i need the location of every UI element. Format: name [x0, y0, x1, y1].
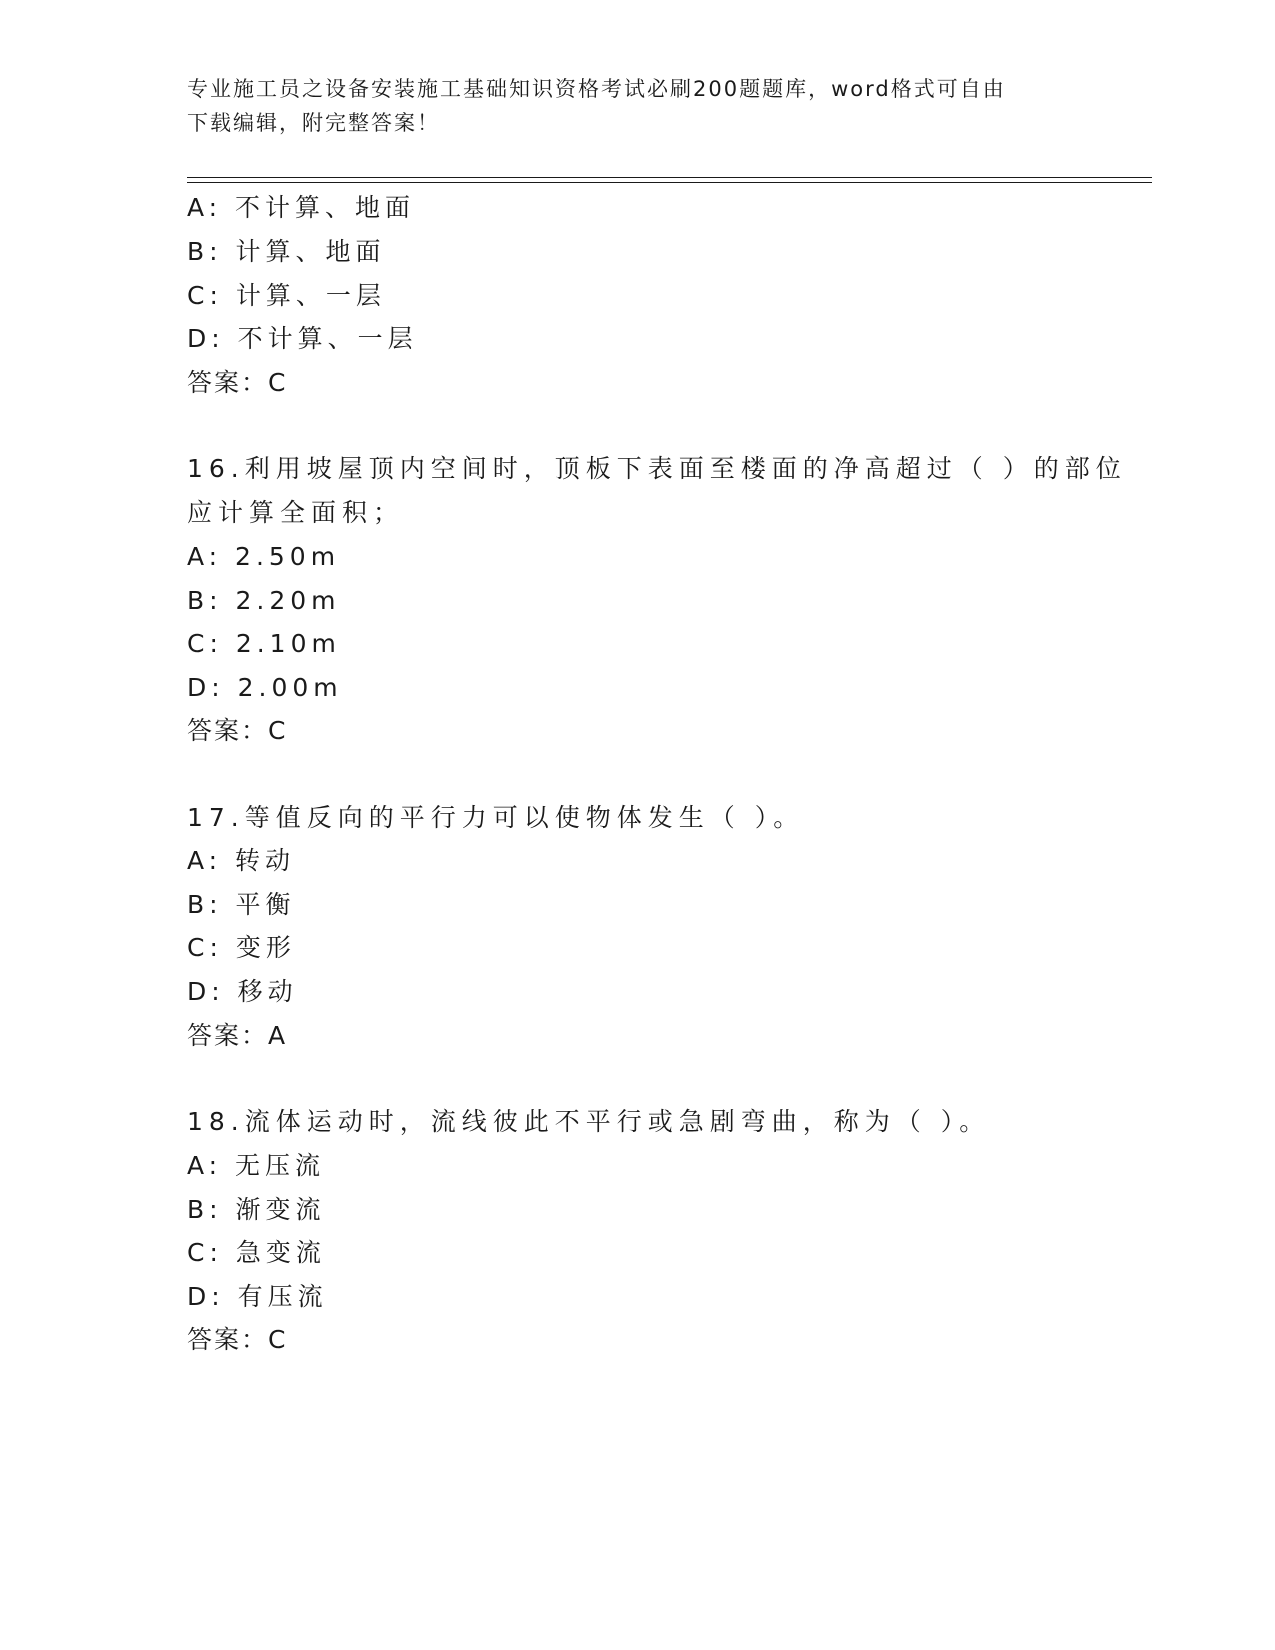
q17-option-c: C: 变形	[187, 933, 296, 962]
q16-option-b: B: 2.20m	[187, 586, 341, 615]
q15-option-d: D: 不计算、一层	[187, 324, 418, 353]
q16-option-c: C: 2.10m	[187, 629, 341, 658]
header-line-1: 专业施工员之设备安装施工基础知识资格考试必刷200题题库，word格式可自由	[187, 77, 1006, 101]
document-header	[187, 72, 1087, 140]
q18-option-b: B: 渐变流	[187, 1195, 326, 1224]
q16-question-line-1: 16.利用坡屋顶内空间时，顶板下表面至楼面的净高超过（ ）的部位	[187, 454, 1127, 483]
q17-option-d: D: 移动	[187, 977, 298, 1006]
q17-answer: 答案：A	[187, 1021, 288, 1050]
q18-option-c: C: 急变流	[187, 1238, 326, 1267]
q18-answer: 答案：C	[187, 1325, 288, 1354]
q15-option-b: B: 计算、地面	[187, 237, 386, 266]
q15-answer: 答案：C	[187, 368, 288, 397]
q17-option-a: A: 转动	[187, 846, 296, 875]
q15-option-c: C: 计算、一层	[187, 281, 386, 310]
header-divider-top	[187, 177, 1152, 178]
q18-option-d: D: 有压流	[187, 1282, 328, 1311]
q17-question-line-1: 17.等值反向的平行力可以使物体发生（ ）。	[187, 803, 805, 832]
q16-option-a: A: 2.50m	[187, 542, 341, 571]
header-line-2: 下载编辑，附完整答案！	[187, 111, 440, 135]
q15-option-a: A: 不计算、地面	[187, 193, 416, 222]
q17-option-b: B: 平衡	[187, 890, 296, 919]
q16-question-line-2: 应计算全面积；	[187, 498, 405, 527]
q18-option-a: A: 无压流	[187, 1151, 326, 1180]
header-divider-bottom	[187, 182, 1152, 183]
q16-option-d: D: 2.00m	[187, 673, 343, 702]
q18-question-line-1: 18.流体运动时，流线彼此不平行或急剧弯曲，称为（ ）。	[187, 1107, 991, 1136]
q16-answer: 答案：C	[187, 716, 288, 745]
